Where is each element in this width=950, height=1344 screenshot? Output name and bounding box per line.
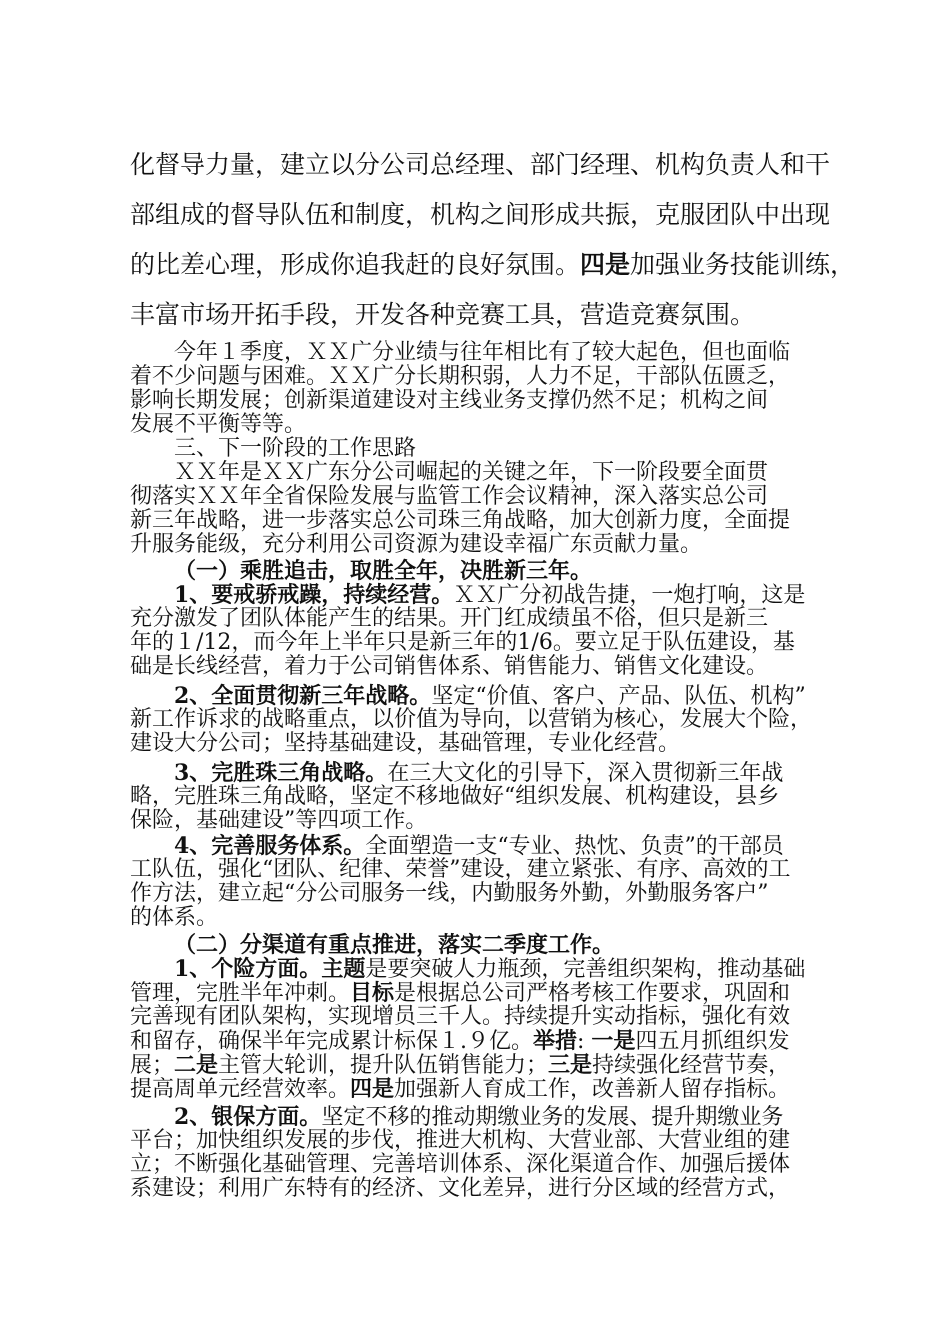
text-line: 的比差心理，形成你追我赶的良好氛围。四是加强业务技能训练， [130,250,856,279]
section-heading: 三、下一阶段的工作思路 [174,436,417,461]
item-line: 和留存，确保半年完成累计标保１.９亿。举措: 一是四五月抓组织发 [130,1028,790,1054]
paragraph-line: 着不少问题与困难。ＸＸ广分长期积弱，人力不足，干部队伍匮乏， [130,364,791,389]
subsection-heading: （二）分渠道有重点推进，落实二季度工作。 [174,932,615,958]
item-line: 础是长线经营，着力于公司销售体系、销售能力、销售文化建设。 [130,654,769,679]
item-line: 工队伍，强化“团队、纪律、荣誉”建设，建立紧张、有序、高效的工 [130,857,791,882]
item-line: 立；不断强化基础管理、完善培训体系、深化渠道合作、加强后援体 [130,1152,791,1177]
item-line: 1、要戒骄戒躁，持续经营。ＸＸ广分初战告捷，一炮打响，这是 [174,582,806,608]
text-line: 部组成的督导队伍和制度，机构之间形成共振，克服团队中出现 [130,200,831,229]
item-line: 的体系。 [130,905,219,930]
subsection-heading: （一）乘胜追击，取胜全年，决胜新三年。 [174,558,593,584]
item-line: 2、银保方面。坚定不移的推动期缴业务的发展、提升期缴业务 [174,1104,784,1130]
item-line: 3、完胜珠三角战略。在三大文化的引导下，深入贯彻新三年战 [174,760,784,786]
paragraph-line: 彻落实ＸＸ年全省保险发展与监管工作会议精神，深入落实总公司 [130,484,769,509]
item-line: 保险，基础建设”等四项工作。 [130,808,428,833]
item-line: 新工作诉求的战略重点，以价值为导向，以营销为核心，发展大个险， [130,707,813,732]
item-line: 2、全面贯彻新三年战略。坚定“价值、客户、产品、队伍、机构” [174,683,806,709]
text-line: 丰富市场开拓手段，开发各种竞赛工具，营造竞赛氛围。 [130,300,756,329]
item-line: 充分激发了团队体能产生的结果。开门红成绩虽不俗，但只是新三 [130,606,769,631]
item-line: 4、完善服务体系。全面塑造一支“专业、热忱、负责”的干部员 [174,833,784,859]
item-line: 略，完胜珠三角战略，坚定不移地做好“组织发展、机构建设，县乡 [130,784,780,809]
item-line: 完善现有团队架构，实现增员三千人。持续提升实动指标，强化有效 [130,1004,791,1029]
paragraph-line: ＸＸ年是ＸＸ广东分公司崛起的关键之年，下一阶段要全面贯 [174,460,769,485]
paragraph-line: 新三年战略，进一步落实总公司珠三角战略，加大创新力度，全面提 [130,508,791,533]
item-line: 年的１/12，而今年上半年只是新三年的1/6。要立足于队伍建设，基 [130,630,795,655]
paragraph-line: 发展不平衡等等。 [130,412,307,437]
paragraph-line: 今年１季度，ＸＸ广分业绩与往年相比有了较大起色，但也面临 [174,340,791,365]
item-line: 系建设；利用广东特有的经济、文化差异，进行分区域的经营方式， [130,1176,791,1201]
item-line: 建设大分公司；坚持基础建设，基础管理，专业化经营。 [130,731,681,756]
item-line: 管理，完胜半年冲刺。目标是根据总公司严格考核工作要求，巩固和 [130,980,791,1006]
text-line: 化督导力量，建立以分公司总经理、部门经理、机构负责人和干 [130,150,831,179]
item-line: 展；二是主管大轮训，提升队伍销售能力；三是持续强化经营节奏， [130,1052,791,1078]
paragraph-line: 影响长期发展；创新渠道建设对主线业务支撑仍然不足；机构之间 [130,388,769,413]
item-line: 平台；加快组织发展的步伐，推进大机构、大营业部、大营业组的建 [130,1128,791,1153]
paragraph-line: 升服务能级，充分利用公司资源为建设幸福广东贡献力量。 [130,532,703,557]
item-line: 1、个险方面。主题是要突破人力瓶颈，完善组织架构，推动基础 [174,956,806,982]
item-line: 提高周单元经营效率。四是加强新人育成工作，改善新人留存指标。 [130,1076,791,1102]
item-line: 作方法，建立起“分公司服务一线，内勤服务外勤，外勤服务客户” [130,881,769,906]
